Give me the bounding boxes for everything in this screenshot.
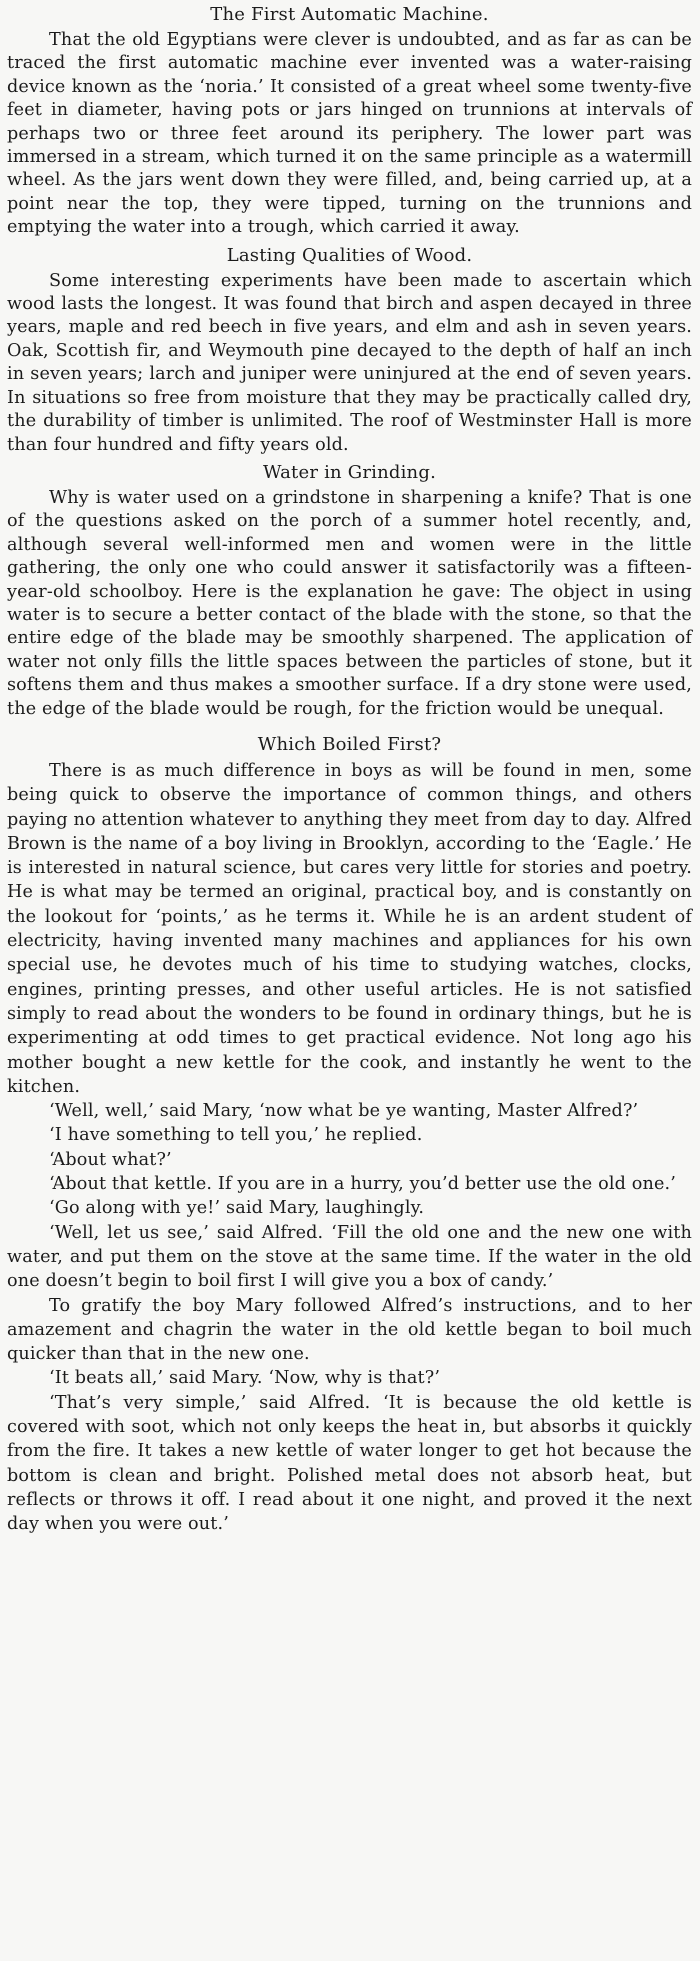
article-title: The First Automatic Machine. [210, 4, 489, 25]
article-title: Water in Grinding. [262, 461, 436, 483]
article-paragraph: Some interesting experiments have been made to ascertain which wood lasts the longest. It was found that birch and aspen decayed in three years, maple and red beech in five years, and elm and ash in seven years. Oak, Scottish fir, and Weymouth pine decayed to the depth of half an inch in seven years; larch and juniper were uninjured at the end of seven years. In situations so free from moisture that they may be practically called dry, the durability of timber is unlimited. The roof of Westminster Hall is more than four hundred and fifty years old. [7, 270, 692, 455]
article-paragraph: There is as much difference in boys as will be found in men, some being quick to observe the importance of common things, and others paying no attention whatever to anything they meet from day to day. Alfred Brown is the name of a boy living in Brooklyn, according to the ‘Eagle.’ He is interested in natural science, but cares very little for stories and poetry. He is what may be termed an original, practical boy, and is constantly on the lookout for ‘points,’ as he terms it. While he is an ardent student of electricity, having invented many machines and appliances for his own special use, he devotes much of his time to studying watches, clocks, engines, printing presses, and other useful articles. He is not satisfied simply to read about the wonders to be found in ordinary things, but he is experimenting at odd times to get practical evidence. Not long ago his mother bought a new kettle for the cook, and instantly he went to the kitchen. [7, 760, 692, 1097]
dialogue-paragraph: ‘Well, let us see,’ said Alfred. ‘Fill the old one and the new one with water, and put them on the stove at the same time. If the water in the old one doesn’t begin to boil first I will give you a box of candy.’ [7, 1222, 692, 1292]
dialogue-paragraph: ‘It beats all,’ said Mary. ‘Now, why is that?’ [49, 1368, 441, 1389]
dialogue-paragraph: ‘About that kettle. If you are in a hurry, you’d better use the old one.’ [49, 1174, 677, 1195]
article-paragraph: That the old Egyptians were clever is undoubted, and as far as can be traced the first automatic machine ever invented was a water-raising device known as the ‘noria.’ It consisted of a great wheel some twenty-five feet in diameter, having pots or jars hinged on trunnions at intervals of perhaps two or three feet around its periphery. The lower part was immersed in a stream, which turned it on the same principle as a watermill wheel. As the jars went down they were filled, and, being carried up, at a point near the top, they were tipped, turning on the trunnions and emptying the water into a trough, which carried it away. [7, 30, 692, 238]
article-first-automatic-machine [7, 1, 692, 240]
article-paragraph: To gratify the boy Mary followed Alfred’s instructions, and to her amazement and chagrin the water in the old kettle began to boil much quicker than that in the new one. [7, 1295, 692, 1365]
dialogue-paragraph: ‘Well, well,’ said Mary, ‘now what be ye wanting, Master Alfred?’ [49, 1101, 639, 1122]
dialogue-paragraph: ‘I have something to tell you,’ he replied. [49, 1125, 423, 1146]
article-title: Which Boiled First? [257, 733, 442, 755]
dialogue-paragraph: ‘That’s very simple,’ said Alfred. ‘It is because the old kettle is covered with soot, which not only keeps the heat in, but absorbs it quickly from the fire. It takes a new kettle of water longer to get hot because the bottom is clean and bright. Polished metal does not absorb heat, but reflects or throws it off. I read about it one night, and proved it the next day when you were out.’ [7, 1392, 692, 1535]
article-water-in-grinding [7, 459, 692, 721]
dialogue-paragraph: ‘About what?’ [49, 1149, 172, 1170]
dialogue-paragraph: ‘Go along with ye!’ said Mary, laughingly. [49, 1198, 425, 1219]
article-title: Lasting Qualities of Wood. [226, 244, 473, 266]
article-lasting-qualities-of-wood [7, 242, 692, 457]
article-paragraph: Why is water used on a grindstone in sharpening a knife? That is one of the questions asked on the porch of a summer hotel recently, and, although several well-informed men and women were in the little gathering, the only one who could answer it satisfactorily was a fifteen-year-old schoolboy. Here is the explanation he gave: The object in using water is to secure a better contact of the blade with the stone, so that the entire edge of the blade may be smoothly sharpened. The application of water not only fills the little spaces between the particles of stone, but it softens them and thus makes a smoother surface. If a dry stone were used, the edge of the blade would be rough, for the friction would be unequal. [7, 487, 692, 719]
article-which-boiled-first [7, 731, 692, 1537]
